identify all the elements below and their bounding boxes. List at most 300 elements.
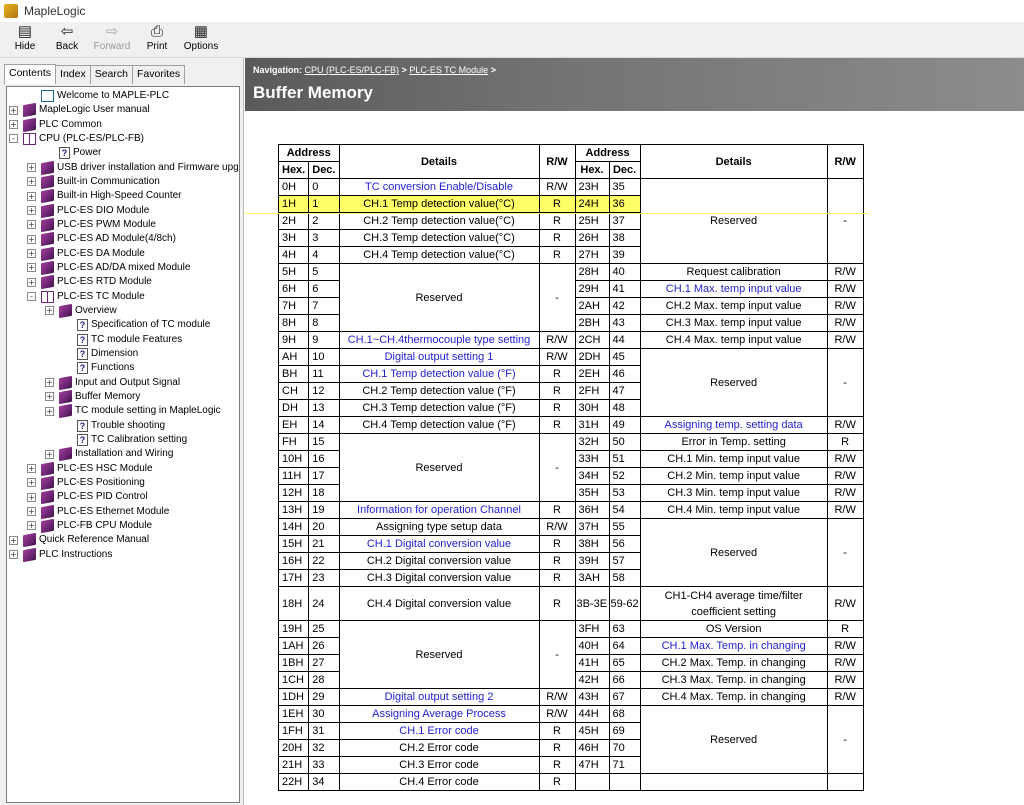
collapse-icon[interactable]: - bbox=[27, 292, 36, 301]
contents-tree bbox=[6, 86, 240, 803]
cell-hex: 33H bbox=[575, 451, 609, 468]
cell-hex: 23H bbox=[575, 179, 609, 196]
cell-dec: 14 bbox=[309, 417, 339, 434]
tree-item-label: TC Calibration setting bbox=[91, 433, 188, 445]
cell-dec: 54 bbox=[609, 502, 640, 519]
expand-icon[interactable]: + bbox=[46, 392, 53, 402]
expand-icon[interactable]: + bbox=[28, 492, 35, 502]
cell-details: CH.3 Error code bbox=[339, 757, 539, 774]
cell-details[interactable]: CH.1 Digital conversion value bbox=[339, 536, 539, 553]
cell-dec: 0 bbox=[309, 179, 339, 196]
tree-item[interactable] bbox=[45, 304, 117, 318]
forward-arrow-icon: ⇨ bbox=[105, 23, 119, 40]
tree-item[interactable] bbox=[27, 275, 152, 289]
help-page-icon: ? bbox=[77, 319, 88, 331]
cell-dec: 32 bbox=[309, 740, 339, 757]
cell-details[interactable]: TC conversion Enable/Disable bbox=[339, 179, 539, 196]
hide-button[interactable]: ▤ Hide bbox=[14, 23, 36, 52]
cell-hex: 7H bbox=[279, 298, 309, 315]
cell-hex: 20H bbox=[279, 740, 309, 757]
tree-item[interactable] bbox=[9, 533, 149, 547]
cell-dec: 35 bbox=[609, 179, 640, 196]
expand-icon[interactable]: + bbox=[28, 163, 35, 173]
tree-item[interactable] bbox=[27, 290, 145, 304]
cell-details: CH.3 Temp detection value(°C) bbox=[339, 230, 539, 247]
tree-item-label: USB driver installation and Firmware upg bbox=[57, 161, 239, 173]
help-page-icon: ? bbox=[59, 147, 70, 159]
tree-item[interactable] bbox=[27, 218, 156, 232]
header-dec-left: Dec. bbox=[309, 162, 339, 179]
book-icon bbox=[59, 447, 72, 461]
book-icon bbox=[23, 533, 36, 547]
cell-details[interactable]: CH.1 Temp detection value (°F) bbox=[339, 366, 539, 383]
cell-hex: 34H bbox=[575, 468, 609, 485]
tree-item[interactable] bbox=[9, 548, 112, 562]
cell-details: Reserved bbox=[640, 179, 827, 264]
table-row bbox=[279, 264, 864, 281]
tree-item[interactable] bbox=[27, 175, 160, 189]
cell-hex: 16H bbox=[279, 553, 309, 570]
cell-rw: R bbox=[539, 502, 575, 519]
book-icon bbox=[59, 375, 72, 389]
tree-item[interactable] bbox=[45, 390, 140, 404]
cell-hex: 45H bbox=[575, 723, 609, 740]
tree-item[interactable] bbox=[9, 132, 144, 146]
cell-rw: R bbox=[539, 570, 575, 587]
help-page-icon: ? bbox=[77, 420, 88, 432]
expand-icon[interactable]: + bbox=[28, 234, 35, 244]
cell-dec bbox=[609, 774, 640, 791]
tree-item[interactable] bbox=[27, 161, 239, 175]
cell-dec: 1 bbox=[309, 196, 339, 213]
tree-item[interactable] bbox=[41, 89, 169, 103]
cell-hex: 1DH bbox=[279, 689, 309, 706]
cell-rw: R/W bbox=[539, 706, 575, 723]
tree-item[interactable] bbox=[9, 118, 102, 132]
cell-hex: 1FH bbox=[279, 723, 309, 740]
expand-icon[interactable]: + bbox=[28, 464, 35, 474]
expand-icon[interactable]: + bbox=[10, 550, 17, 560]
cell-hex: 40H bbox=[575, 638, 609, 655]
cell-hex: 2FH bbox=[575, 383, 609, 400]
cell-details: Request calibration bbox=[640, 264, 827, 281]
collapse-icon[interactable]: - bbox=[9, 134, 18, 143]
cell-details: CH.2 Temp detection value(°C) bbox=[339, 213, 539, 230]
expand-icon[interactable]: + bbox=[46, 306, 53, 316]
header-address-right: Address bbox=[575, 145, 640, 162]
tab-search[interactable]: Search bbox=[90, 65, 133, 84]
cell-details: CH.3 Max. temp input value bbox=[640, 315, 827, 332]
cell-rw: R bbox=[539, 587, 575, 621]
cell-details bbox=[640, 774, 827, 791]
cell-details: CH.3 Max. Temp. in changing bbox=[640, 672, 827, 689]
cell-details[interactable]: Assigning Average Process bbox=[339, 706, 539, 723]
book-icon bbox=[23, 103, 36, 117]
options-icon: ▦ bbox=[193, 23, 209, 40]
cell-rw: R/W bbox=[827, 315, 863, 332]
tree-item-label: PLC-ES Positioning bbox=[57, 476, 145, 488]
cell-dec: 37 bbox=[609, 213, 640, 230]
cell-details[interactable]: Digital output setting 1 bbox=[339, 349, 539, 366]
header-details-left: Details bbox=[339, 145, 539, 179]
tree-item-label: Welcome to MAPLE-PLC bbox=[57, 90, 170, 101]
book-icon bbox=[59, 404, 72, 418]
cell-rw: R bbox=[539, 757, 575, 774]
tree-item[interactable] bbox=[27, 462, 153, 476]
cell-hex: 9H bbox=[279, 332, 309, 349]
expand-icon[interactable]: + bbox=[10, 120, 17, 130]
cell-rw: R/W bbox=[827, 485, 863, 502]
help-page-icon: ? bbox=[77, 362, 88, 374]
table-row bbox=[279, 349, 864, 366]
cell-dec: 51 bbox=[609, 451, 640, 468]
cell-details: Assigning type setup data bbox=[339, 519, 539, 536]
cell-dec: 50 bbox=[609, 434, 640, 451]
app-icon bbox=[4, 4, 18, 18]
cell-hex: 37H bbox=[575, 519, 609, 536]
tree-item-label: PLC-ES AD/DA mixed Module bbox=[57, 261, 191, 273]
cell-dec: 21 bbox=[309, 536, 339, 553]
cell-dec: 33 bbox=[309, 757, 339, 774]
book-icon bbox=[41, 275, 54, 289]
table-row bbox=[279, 519, 864, 536]
cell-details[interactable]: CH.1~CH.4thermocouple type setting bbox=[339, 332, 539, 349]
tab-index[interactable]: Index bbox=[55, 65, 91, 84]
cell-details[interactable]: CH.1 Max. Temp. in changing bbox=[640, 638, 827, 655]
cell-dec: 65 bbox=[609, 655, 640, 672]
tree-item-label: Quick Reference Manual bbox=[39, 534, 150, 546]
cell-details[interactable]: Digital output setting 2 bbox=[339, 689, 539, 706]
expand-icon[interactable]: + bbox=[28, 507, 35, 517]
cell-hex: 42H bbox=[575, 672, 609, 689]
tree-item[interactable] bbox=[27, 247, 145, 261]
cell-details: OS Version bbox=[640, 621, 827, 638]
cell-details: Reserved bbox=[339, 264, 539, 332]
buffer-memory-table bbox=[278, 144, 864, 791]
tab-contents[interactable]: Contents bbox=[4, 64, 56, 84]
cell-details: CH.2 Error code bbox=[339, 740, 539, 757]
expand-icon[interactable]: + bbox=[28, 191, 35, 201]
cell-dec: 45 bbox=[609, 349, 640, 366]
cell-dec: 38 bbox=[609, 230, 640, 247]
expand-icon[interactable]: + bbox=[28, 177, 35, 187]
cell-hex: 3AH bbox=[575, 570, 609, 587]
cell-hex: 38H bbox=[575, 536, 609, 553]
cell-details[interactable]: CH.1 Max. temp input value bbox=[640, 281, 827, 298]
expand-icon[interactable]: + bbox=[28, 249, 35, 259]
cell-dec: 44 bbox=[609, 332, 640, 349]
cell-hex: 18H bbox=[279, 587, 309, 621]
cell-hex: 6H bbox=[279, 281, 309, 298]
cell-hex: 10H bbox=[279, 451, 309, 468]
cell-dec: 26 bbox=[309, 638, 339, 655]
tree-item[interactable] bbox=[27, 189, 182, 203]
back-arrow-icon: ⇦ bbox=[60, 23, 74, 40]
topic-pane bbox=[245, 58, 1024, 805]
tree-item-label: TC module setting in MapleLogic bbox=[75, 405, 221, 417]
book-icon bbox=[23, 547, 36, 561]
cell-rw: R/W bbox=[827, 468, 863, 485]
tree-item-label: Input and Output Signal bbox=[75, 376, 181, 388]
cell-dec: 4 bbox=[309, 247, 339, 264]
cell-hex: 11H bbox=[279, 468, 309, 485]
cell-details: CH.3 Temp detection value (°F) bbox=[339, 400, 539, 417]
cell-rw: R/W bbox=[539, 519, 575, 536]
breadcrumb-link-cpu[interactable]: CPU (PLC-ES/PLC-FB) bbox=[304, 65, 400, 75]
print-button[interactable]: ⎙ Print bbox=[146, 23, 168, 52]
book-icon bbox=[41, 203, 54, 217]
cell-hex: 35H bbox=[575, 485, 609, 502]
cell-dec: 52 bbox=[609, 468, 640, 485]
cell-dec: 24 bbox=[309, 587, 339, 621]
book-icon bbox=[41, 490, 54, 504]
pane-tabs bbox=[4, 65, 184, 85]
cell-dec: 53 bbox=[609, 485, 640, 502]
cell-rw: R/W bbox=[539, 689, 575, 706]
cell-rw: R/W bbox=[539, 179, 575, 196]
tree-item[interactable] bbox=[77, 347, 138, 361]
navigation-pane bbox=[0, 58, 244, 805]
cell-rw: R/W bbox=[827, 298, 863, 315]
cell-hex: 12H bbox=[279, 485, 309, 502]
tree-item-label: PLC-ES DA Module bbox=[57, 247, 145, 259]
cell-details: CH.4 Max. Temp. in changing bbox=[640, 689, 827, 706]
cell-rw: R bbox=[827, 621, 863, 638]
cell-dec: 18 bbox=[309, 485, 339, 502]
forward-button[interactable]: ⇨ Forward bbox=[93, 23, 131, 52]
cell-hex: 2DH bbox=[575, 349, 609, 366]
cell-details: CH.4 Temp detection value (°F) bbox=[339, 417, 539, 434]
book-icon bbox=[41, 246, 54, 260]
cell-rw: - bbox=[827, 706, 863, 774]
cell-hex: 25H bbox=[575, 213, 609, 230]
tree-item[interactable] bbox=[77, 333, 182, 347]
table-row bbox=[279, 621, 864, 638]
highlight-marker bbox=[245, 213, 869, 214]
cell-rw: R/W bbox=[827, 451, 863, 468]
cell-rw: R bbox=[539, 740, 575, 757]
cell-dec: 22 bbox=[309, 553, 339, 570]
expand-icon[interactable]: + bbox=[28, 206, 35, 216]
cell-rw: R bbox=[539, 400, 575, 417]
header-address-left: Address bbox=[279, 145, 340, 162]
cell-details: CH.1 Min. temp input value bbox=[640, 451, 827, 468]
cell-details: Reserved bbox=[640, 349, 827, 417]
expand-icon[interactable]: + bbox=[28, 220, 35, 230]
expand-icon[interactable]: + bbox=[28, 478, 35, 488]
cell-details: CH.4 Digital conversion value bbox=[339, 587, 539, 621]
cell-hex: AH bbox=[279, 349, 309, 366]
tree-item-label: MapleLogic User manual bbox=[39, 104, 150, 116]
cell-dec: 13 bbox=[309, 400, 339, 417]
book-icon bbox=[41, 232, 54, 246]
cell-dec: 55 bbox=[609, 519, 640, 536]
breadcrumb-link-tc-module[interactable]: PLC-ES TC Module bbox=[409, 65, 489, 75]
cell-hex: CH bbox=[279, 383, 309, 400]
tree-item[interactable] bbox=[27, 490, 148, 504]
tree-item[interactable] bbox=[77, 419, 165, 433]
cell-dec: 68 bbox=[609, 706, 640, 723]
cell-details[interactable]: CH.1 Error code bbox=[339, 723, 539, 740]
tree-item[interactable] bbox=[59, 146, 101, 160]
book-icon bbox=[41, 261, 54, 275]
cell-hex: 1H bbox=[279, 196, 309, 213]
tree-item-label: Overview bbox=[75, 304, 117, 316]
cell-hex: 13H bbox=[279, 502, 309, 519]
cell-rw: R/W bbox=[827, 587, 863, 621]
table-row bbox=[279, 587, 864, 621]
cell-details: CH.4 Min. temp input value bbox=[640, 502, 827, 519]
tree-item[interactable] bbox=[45, 404, 221, 418]
cell-details: CH.1 Temp detection value(°C) bbox=[339, 196, 539, 213]
cell-details[interactable]: Information for operation Channel bbox=[339, 502, 539, 519]
expand-icon[interactable]: + bbox=[46, 406, 53, 416]
cell-details: Reserved bbox=[640, 519, 827, 587]
cell-hex: 0H bbox=[279, 179, 309, 196]
cell-rw bbox=[827, 774, 863, 791]
table-row bbox=[279, 332, 864, 349]
tree-item[interactable] bbox=[27, 204, 149, 218]
tree-item-label: Trouble shooting bbox=[91, 419, 166, 431]
cell-dec: 42 bbox=[609, 298, 640, 315]
cell-dec: 17 bbox=[309, 468, 339, 485]
cell-dec: 29 bbox=[309, 689, 339, 706]
tree-item[interactable] bbox=[27, 505, 169, 519]
tree-item[interactable] bbox=[27, 261, 190, 275]
tree-item-label: PLC-ES RTD Module bbox=[57, 276, 152, 288]
tree-item-label: Buffer Memory bbox=[75, 390, 141, 402]
tree-item[interactable] bbox=[77, 361, 134, 375]
cell-rw: R bbox=[539, 247, 575, 264]
cell-hex: 21H bbox=[279, 757, 309, 774]
tree-item[interactable] bbox=[27, 519, 152, 533]
help-page-icon: ? bbox=[77, 334, 88, 346]
cell-details: CH.3 Min. temp input value bbox=[640, 485, 827, 502]
cell-hex: 8H bbox=[279, 315, 309, 332]
cell-hex: DH bbox=[279, 400, 309, 417]
book-icon bbox=[41, 218, 54, 232]
cell-rw: - bbox=[539, 621, 575, 689]
tree-item-label: Installation and Wiring bbox=[75, 448, 174, 460]
cell-dec: 15 bbox=[309, 434, 339, 451]
tree-item[interactable] bbox=[27, 232, 176, 246]
expand-icon[interactable]: + bbox=[28, 277, 35, 287]
cell-dec: 43 bbox=[609, 315, 640, 332]
toolbar bbox=[0, 22, 1024, 58]
cell-rw: - bbox=[539, 434, 575, 502]
expand-icon[interactable]: + bbox=[46, 449, 53, 459]
cell-details: Reserved bbox=[339, 621, 539, 689]
expand-icon[interactable]: + bbox=[10, 535, 17, 545]
expand-icon[interactable]: + bbox=[28, 263, 35, 273]
cell-rw: R/W bbox=[827, 638, 863, 655]
expand-icon[interactable]: + bbox=[28, 521, 35, 531]
table-row bbox=[279, 774, 864, 791]
cell-hex: 5H bbox=[279, 264, 309, 281]
cell-dec: 8 bbox=[309, 315, 339, 332]
home-page-icon bbox=[41, 90, 54, 102]
table-row bbox=[279, 417, 864, 434]
cell-hex: 19H bbox=[279, 621, 309, 638]
cell-rw: R/W bbox=[827, 502, 863, 519]
cell-dec: 7 bbox=[309, 298, 339, 315]
cell-rw: R bbox=[539, 536, 575, 553]
cell-hex: 15H bbox=[279, 536, 309, 553]
tree-item-label: PLC-ES DIO Module bbox=[57, 204, 150, 216]
tree-item[interactable] bbox=[9, 103, 150, 117]
options-button[interactable]: ▦ Options bbox=[183, 23, 219, 52]
cell-dec: 39 bbox=[609, 247, 640, 264]
cell-hex: 17H bbox=[279, 570, 309, 587]
cell-hex: 47H bbox=[575, 757, 609, 774]
book-icon bbox=[59, 390, 72, 404]
tree-item-label: PLC-ES TC Module bbox=[57, 290, 145, 302]
cell-rw: R bbox=[827, 434, 863, 451]
tree-item-label: TC module Features bbox=[91, 333, 183, 345]
expand-icon[interactable]: + bbox=[46, 378, 53, 388]
back-button[interactable]: ⇦ Back bbox=[55, 23, 79, 52]
cell-dec: 48 bbox=[609, 400, 640, 417]
cell-rw: R bbox=[539, 230, 575, 247]
table-row bbox=[279, 179, 864, 196]
cell-rw: - bbox=[539, 264, 575, 332]
cell-rw: R bbox=[539, 383, 575, 400]
cell-rw: R/W bbox=[827, 264, 863, 281]
tree-item[interactable] bbox=[45, 376, 180, 390]
cell-rw: R/W bbox=[827, 332, 863, 349]
cell-hex: 3B-3E bbox=[575, 587, 609, 621]
tree-item[interactable] bbox=[27, 476, 145, 490]
cell-hex: 44H bbox=[575, 706, 609, 723]
cell-dec: 56 bbox=[609, 536, 640, 553]
tree-item-label: PLC Instructions bbox=[39, 548, 113, 560]
cell-hex: 46H bbox=[575, 740, 609, 757]
cell-hex: 3FH bbox=[575, 621, 609, 638]
cell-details[interactable]: Assigning temp. setting data bbox=[640, 417, 827, 434]
book-icon bbox=[41, 175, 54, 189]
expand-icon[interactable]: + bbox=[10, 105, 17, 115]
cell-rw: R bbox=[539, 723, 575, 740]
cell-dec: 71 bbox=[609, 757, 640, 774]
tree-item[interactable] bbox=[45, 447, 173, 461]
cell-details: CH.2 Temp detection value (°F) bbox=[339, 383, 539, 400]
cell-rw: R bbox=[539, 774, 575, 791]
book-icon bbox=[41, 476, 54, 490]
cell-hex: 26H bbox=[575, 230, 609, 247]
cell-rw: - bbox=[827, 349, 863, 417]
tree-item[interactable] bbox=[77, 433, 187, 447]
open-book-icon bbox=[23, 133, 36, 145]
cell-hex: 31H bbox=[575, 417, 609, 434]
cell-rw: - bbox=[827, 179, 863, 264]
tree-item-label: PLC-ES HSC Module bbox=[57, 462, 153, 474]
cell-rw: R/W bbox=[539, 332, 575, 349]
table-row bbox=[279, 706, 864, 723]
cell-dec: 25 bbox=[309, 621, 339, 638]
cell-dec: 57 bbox=[609, 553, 640, 570]
tree-item-label: PLC-ES PID Control bbox=[57, 491, 148, 503]
cell-details: CH.3 Digital conversion value bbox=[339, 570, 539, 587]
tab-favorites[interactable]: Favorites bbox=[132, 65, 185, 84]
cell-details: CH.4 Temp detection value(°C) bbox=[339, 247, 539, 264]
cell-dec: 40 bbox=[609, 264, 640, 281]
cell-details: CH1-CH4 average time/filter coefficient setting bbox=[640, 587, 827, 621]
open-book-icon bbox=[41, 291, 54, 303]
cell-dec: 70 bbox=[609, 740, 640, 757]
tree-item[interactable] bbox=[77, 318, 210, 332]
cell-hex: FH bbox=[279, 434, 309, 451]
cell-details: CH.4 Max. temp input value bbox=[640, 332, 827, 349]
